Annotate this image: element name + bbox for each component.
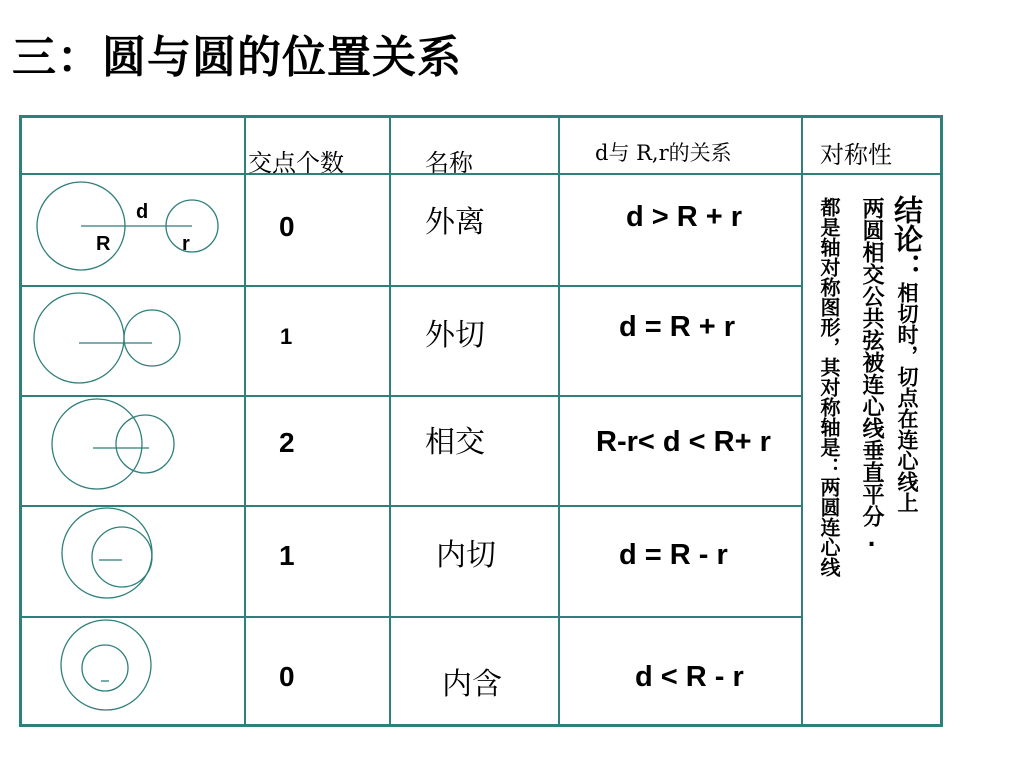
page-title: 三：圆与圆的位置关系 (12, 32, 462, 83)
conclusion-line-1-text: 相切时，切点在连心线上 (895, 282, 919, 513)
diagram-intersecting (52, 399, 174, 489)
name-row-3: 相交 (425, 425, 485, 460)
relation-row-3: R-r< d < R+ r (596, 426, 771, 458)
header-name: 名称 (425, 149, 473, 177)
name-row-1: 外离 (425, 205, 485, 240)
diagram-separate (37, 182, 218, 270)
label-d: d (136, 201, 149, 223)
name-row-4: 内切 (436, 538, 496, 573)
conclusion-line-2: 两圆相交公共弦被连心线垂直平分. (859, 197, 884, 552)
relation-row-5: d < R - r (635, 661, 744, 693)
count-row-1: 0 (279, 211, 295, 242)
relation-row-2: d = R + r (619, 311, 736, 343)
conclusion-line-1 (890, 195, 924, 513)
label-r: r (182, 233, 190, 255)
count-row-3: 2 (279, 427, 295, 458)
count-row-5: 0 (279, 661, 295, 692)
diagram-external-tangent (34, 293, 180, 383)
name-row-2: 外切 (425, 318, 485, 353)
relation-row-1: d > R + r (626, 201, 743, 233)
count-row-2: 1 (280, 324, 293, 349)
header-symmetry: 对称性 (820, 141, 892, 169)
relation-row-4: d = R - r (619, 539, 728, 571)
diagram-contained (61, 620, 151, 710)
label-R: R (96, 233, 111, 255)
conclusion-heading: 结论： (890, 195, 924, 282)
circle-diagrams (19, 175, 245, 726)
name-row-5: 内含 (442, 667, 502, 702)
header-count: 交点个数 (248, 149, 344, 177)
diagram-internal-tangent (62, 508, 152, 598)
relation-table (19, 115, 943, 727)
count-row-4: 1 (279, 540, 295, 571)
header-relation: d与 R,r的关系 (595, 141, 732, 165)
conclusion-line-3: 都是轴对称图形，其对称轴是：两圆连心线 (817, 197, 841, 577)
